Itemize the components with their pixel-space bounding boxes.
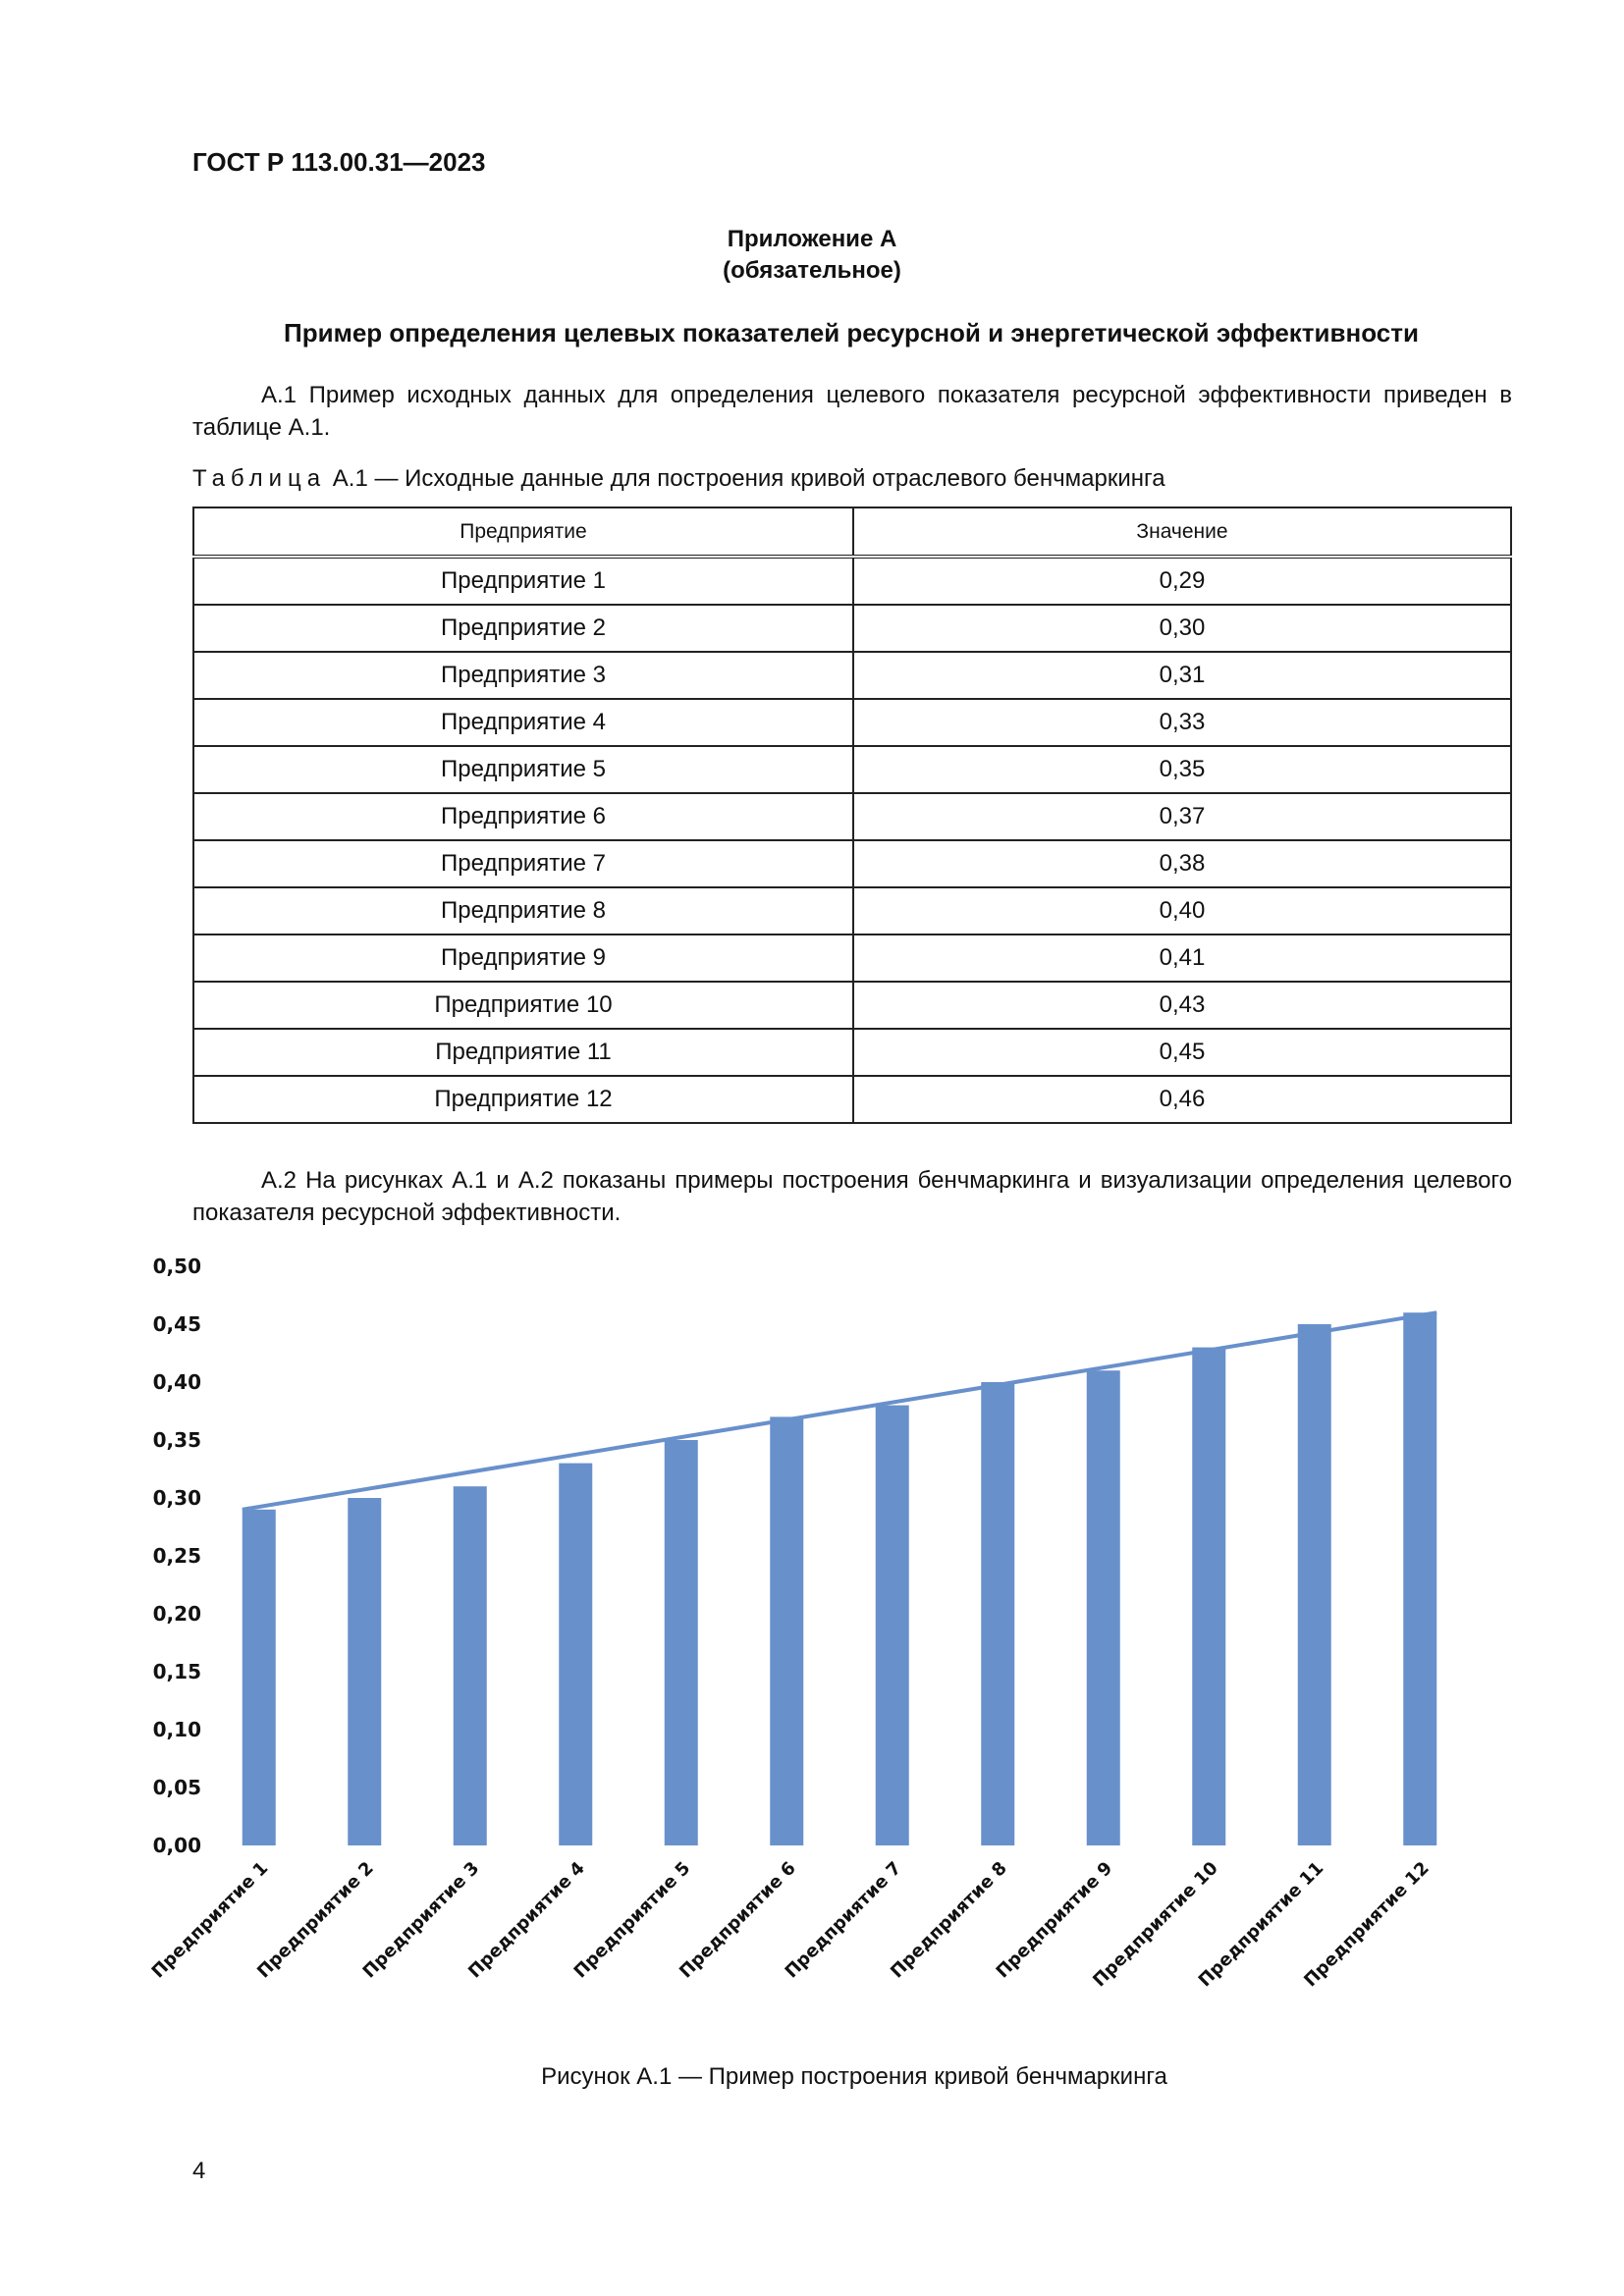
bar bbox=[348, 1498, 381, 1845]
document-code: ГОСТ Р 113.00.31—2023 bbox=[192, 147, 486, 177]
x-category-label: Предприятие 1 bbox=[147, 1857, 273, 1983]
paragraph-a1 bbox=[192, 379, 1512, 444]
table-cell-enterprise: Предприятие 11 bbox=[193, 1029, 853, 1076]
table-row bbox=[193, 1076, 1511, 1123]
table-cell-enterprise: Предприятие 4 bbox=[193, 699, 853, 746]
table-cell-value: 0,45 bbox=[853, 1029, 1511, 1076]
benchmark-chart-svg bbox=[147, 1232, 1522, 2037]
table-row bbox=[193, 652, 1511, 699]
table-cell-enterprise: Предприятие 2 bbox=[193, 605, 853, 652]
x-category-label: Предприятие 11 bbox=[1194, 1857, 1328, 1992]
table-cell-enterprise: Предприятие 1 bbox=[193, 557, 853, 605]
appendix-title: Приложение А bbox=[727, 226, 897, 252]
table-row bbox=[193, 746, 1511, 793]
bar bbox=[454, 1486, 487, 1845]
appendix-note: (обязательное) bbox=[723, 257, 901, 284]
benchmark-chart bbox=[147, 1232, 1522, 2037]
y-tick-label: 0,35 bbox=[152, 1428, 201, 1452]
table-row bbox=[193, 699, 1511, 746]
table-cell-value: 0,31 bbox=[853, 652, 1511, 699]
data-table bbox=[192, 507, 1512, 1124]
table-cell-enterprise: Предприятие 8 bbox=[193, 887, 853, 934]
table-row bbox=[193, 840, 1511, 887]
table-row bbox=[193, 887, 1511, 934]
y-tick-label: 0,00 bbox=[152, 1834, 201, 1857]
table-header-value: Значение bbox=[853, 507, 1511, 557]
table-cell-value: 0,37 bbox=[853, 793, 1511, 840]
bar bbox=[1192, 1348, 1225, 1845]
x-category-label: Предприятие 7 bbox=[781, 1857, 906, 1983]
table-header-enterprise: Предприятие bbox=[193, 507, 853, 557]
page-number: 4 bbox=[192, 2158, 206, 2184]
table-cell-value: 0,38 bbox=[853, 840, 1511, 887]
figure-caption: Рисунок А.1 — Пример построения кривой бенчмаркинга bbox=[541, 2063, 1167, 2090]
paragraph-a2 bbox=[192, 1164, 1512, 1229]
bar bbox=[1298, 1324, 1331, 1845]
table-header-row bbox=[193, 507, 1511, 557]
y-tick-label: 0,10 bbox=[152, 1718, 201, 1741]
table-row bbox=[193, 934, 1511, 982]
table-cell-enterprise: Предприятие 3 bbox=[193, 652, 853, 699]
table-caption-label: Таблица bbox=[192, 465, 327, 492]
table-cell-value: 0,46 bbox=[853, 1076, 1511, 1123]
table-row bbox=[193, 793, 1511, 840]
paragraph-a1-text: А.1 Пример исходных данных для определения целевого показателя ресурсной эффективности приведен в таблице А.1. bbox=[192, 382, 1512, 441]
paragraph-a2-text: А.2 На рисунках А.1 и А.2 показаны примеры построения бенчмаркинга и визуализации определения целевого показателя ресурсной эффективности. bbox=[192, 1167, 1512, 1226]
table-cell-enterprise: Предприятие 6 bbox=[193, 793, 853, 840]
table-cell-value: 0,35 bbox=[853, 746, 1511, 793]
table-cell-value: 0,40 bbox=[853, 887, 1511, 934]
y-tick-label: 0,40 bbox=[152, 1370, 201, 1394]
x-category-label: Предприятие 6 bbox=[676, 1857, 800, 1983]
y-tick-label: 0,45 bbox=[152, 1312, 201, 1336]
bar bbox=[981, 1382, 1014, 1845]
x-category-label: Предприятие 10 bbox=[1089, 1857, 1222, 1992]
table-cell-enterprise: Предприятие 10 bbox=[193, 982, 853, 1029]
trend-line bbox=[243, 1312, 1437, 1510]
table-cell-value: 0,29 bbox=[853, 557, 1511, 605]
table-cell-value: 0,30 bbox=[853, 605, 1511, 652]
y-tick-label: 0,50 bbox=[152, 1255, 201, 1278]
bar bbox=[770, 1416, 803, 1845]
table-row bbox=[193, 557, 1511, 605]
table-row bbox=[193, 1029, 1511, 1076]
bar bbox=[1087, 1370, 1120, 1845]
y-tick-label: 0,05 bbox=[152, 1776, 201, 1799]
bar bbox=[665, 1440, 698, 1845]
y-tick-label: 0,15 bbox=[152, 1660, 201, 1683]
table-cell-enterprise: Предприятие 9 bbox=[193, 934, 853, 982]
table-row bbox=[193, 605, 1511, 652]
x-category-label: Предприятие 9 bbox=[992, 1857, 1117, 1983]
x-category-label: Предприятие 8 bbox=[887, 1857, 1011, 1983]
table-cell-value: 0,33 bbox=[853, 699, 1511, 746]
table-cell-enterprise: Предприятие 5 bbox=[193, 746, 853, 793]
table-row bbox=[193, 982, 1511, 1029]
table-cell-enterprise: Предприятие 7 bbox=[193, 840, 853, 887]
x-category-label: Предприятие 3 bbox=[358, 1857, 484, 1983]
table-cell-value: 0,41 bbox=[853, 934, 1511, 982]
y-tick-label: 0,25 bbox=[152, 1544, 201, 1568]
x-category-label: Предприятие 4 bbox=[464, 1857, 589, 1983]
x-category-label: Предприятие 2 bbox=[253, 1857, 378, 1983]
table-caption bbox=[192, 465, 1165, 493]
bar bbox=[1403, 1312, 1436, 1845]
table-cell-value: 0,43 bbox=[853, 982, 1511, 1029]
table-cell-enterprise: Предприятие 12 bbox=[193, 1076, 853, 1123]
bar bbox=[559, 1464, 592, 1845]
x-category-label: Предприятие 12 bbox=[1300, 1857, 1434, 1992]
bar bbox=[876, 1406, 909, 1845]
x-category-label: Предприятие 5 bbox=[569, 1857, 695, 1983]
section-title: Пример определения целевых показателей ресурсной и энергетической эффективности bbox=[284, 318, 1419, 347]
table-caption-text: А.1 — Исходные данные для построения кривой отраслевого бенчмаркинга bbox=[332, 465, 1165, 492]
y-tick-label: 0,30 bbox=[152, 1486, 201, 1510]
y-tick-label: 0,20 bbox=[152, 1602, 201, 1626]
bar bbox=[243, 1510, 276, 1845]
